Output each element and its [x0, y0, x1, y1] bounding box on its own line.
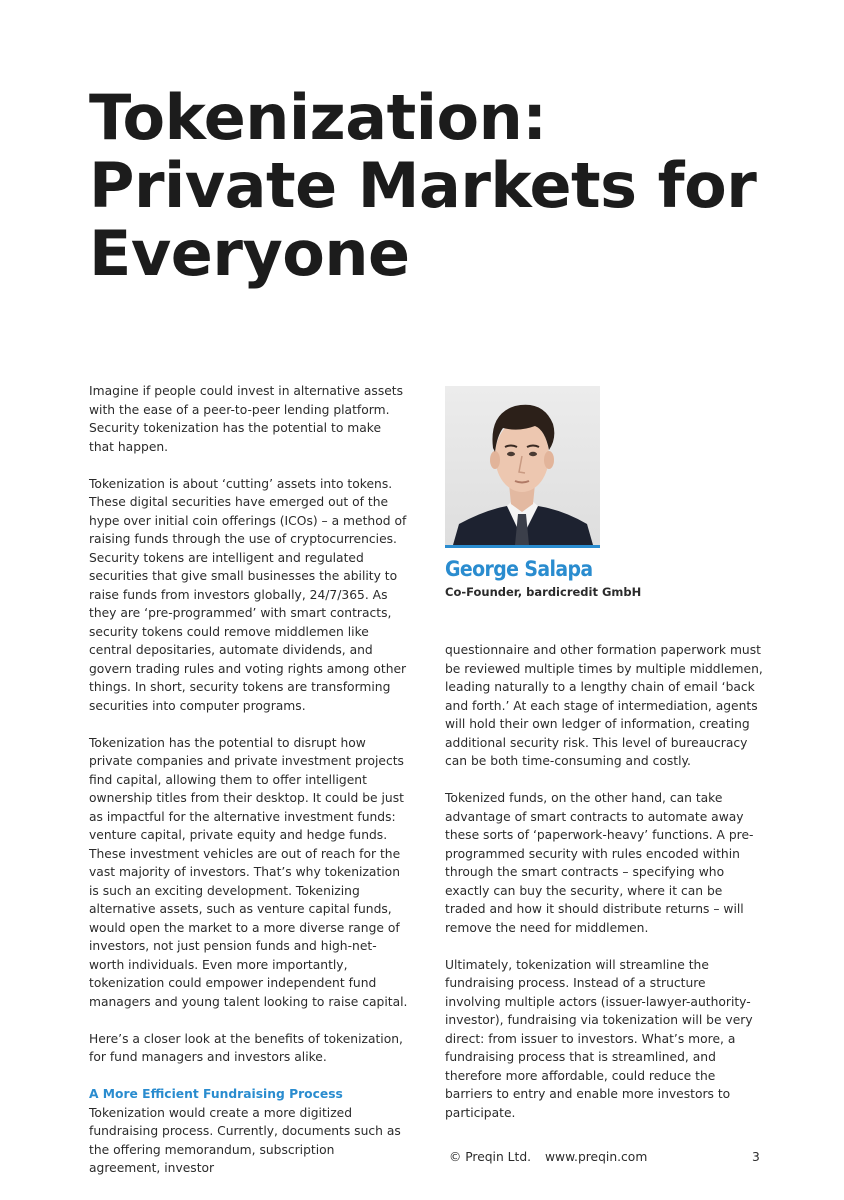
- page-footer: [449, 1150, 647, 1164]
- paragraph: questionnaire and other formation paperwork must be reviewed multiple times by multiple middlemen, leading naturally to a lengthy chain of email ‘back and forth.’ At each stage of intermediation, agents will hold their own ledger of information, creating additional security risk. This level of bureaucracy can be both time-consuming and costly.: [445, 643, 763, 768]
- title-line-3: Everyone: [89, 217, 410, 290]
- photo-divider: [445, 545, 600, 548]
- right-column: [445, 641, 765, 1141]
- copyright-text: © Preqin Ltd.: [449, 1150, 532, 1164]
- portrait-image: [445, 386, 600, 545]
- author-role: Co-Founder, bardicredit GmbH: [445, 585, 642, 599]
- paragraph: Tokenization would create a more digitized fundraising process. Currently, documents such as the offering memorandum, subscription agreement, investor: [89, 1105, 401, 1175]
- paragraph: Tokenized funds, on the other hand, can take advantage of smart contracts to automate away these sorts of ‘paperwork-heavy’ functions. A pre-programmed security with rules encoded within through the smart contracts – specifying who exactly can buy the security, where it can be traded and how it should distribute returns – will remove the need for middlemen.: [445, 791, 754, 935]
- paragraph: Here’s a closer look at the benefits of tokenization, for fund managers and investors alike.: [89, 1031, 403, 1064]
- title-line-2: Private Markets for: [89, 149, 757, 222]
- paragraph: Imagine if people could invest in alternative assets with the ease of a peer-to-peer lending platform. Security tokenization has the potential to make that happen.: [89, 384, 404, 454]
- paragraph: Tokenization is about ‘cutting’ assets into tokens. These digital securities have emerged out of the hype over initial coin offerings (ICOs) – a method of raising funds through the use of cryptocurrencies. Security tokens are intelligent and regulated securities that give small businesses the ability to raise funds from investors globally, 24/7/365. As they are ‘pre-programmed’ with smart contracts, security tokens could remove middlemen like central depositaries, automate dividends, and govern trading rules and voting rights among other things. In short, security tokens are transforming securities into computer programs.: [89, 476, 407, 713]
- page-number: 3: [752, 1150, 760, 1164]
- author-photo: [445, 386, 600, 545]
- article-title: [89, 81, 789, 290]
- author-name: George Salapa: [445, 557, 593, 581]
- website-link[interactable]: www.preqin.com: [545, 1150, 648, 1164]
- section-subheading: A More Efficient Fundraising Process: [89, 1087, 343, 1101]
- left-column: [89, 382, 409, 1196]
- title-line-1: Tokenization:: [89, 81, 547, 154]
- paragraph: Tokenization has the potential to disrupt how private companies and private investment projects find capital, allowing them to offer intelligent ownership titles from their desktop. It could be just as impactful for the alternative investment funds: venture capital, private equity and hedge funds. These investment vehicles are out of reach for the vast majority of investors. That’s why tokenization is such an exciting development. Tokenizing alternative assets, such as venture capital funds, would open the market to a more diverse range of investors, not just pension funds and high-net-worth individuals. Even more importantly, tokenization could empower independent fund managers and young talent looking to raise capital.: [89, 735, 408, 1009]
- paragraph: Ultimately, tokenization will streamline the fundraising process. Instead of a structure involving multiple actors (issuer-lawyer-authority-investor), fundraising via tokenization will be very direct: from issuer to investors. What’s more, a fundraising process that is streamlined, and therefore more affordable, could reduce the barriers to entry and enable more investors to participate.: [445, 957, 753, 1120]
